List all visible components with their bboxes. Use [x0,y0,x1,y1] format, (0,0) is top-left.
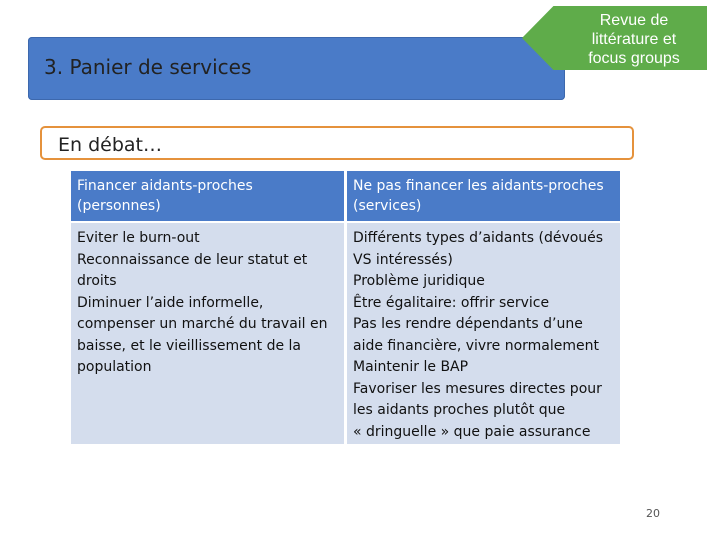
tag-line: focus groups [588,50,680,67]
table-line: Différents types d’aidants (dévoués [353,230,604,246]
table-line: Pas les rendre dépendants d’une [353,316,583,332]
header-financer [71,171,344,221]
slide-title: 3. Panier de services [44,55,252,79]
table-line: aide financière, vivre normalement [353,337,599,354]
header-line: Ne pas financer les aidants-proches [353,178,604,194]
table-line: Reconnaissance de leur statut et [77,251,308,268]
source-tag-text [572,11,696,68]
table-line: Maintenir le BAP [353,359,469,375]
header-line: (personnes) [77,198,161,214]
table-line: Favoriser les mesures directes pour [353,380,602,397]
table-line: Être égalitaire: offrir service [353,294,550,311]
table-line: Diminuer l’aide informelle, [77,294,264,311]
table-line: les aidants proches plutôt que [353,402,566,418]
header-line: (services) [353,198,422,214]
debate-label: En débat… [58,134,162,156]
table-line: Problème juridique [353,273,485,289]
tag-line: littérature et [591,31,677,48]
debate-table [71,171,620,444]
tag-line: Revue de [599,12,669,29]
table-line: compenser un marché du travail en [77,316,328,332]
page-number: 20 [646,507,660,520]
table-line: Eviter le burn-out [77,230,200,246]
table-line: « dringuelle » que paie assurance [353,423,591,440]
header-line: Financer aidants-proches [77,178,253,194]
table-line: VS intéressés) [353,251,453,268]
column-financer-body [71,223,344,444]
table-line: droits [77,273,117,289]
table-line: baisse, et le vieillissement de la [77,337,301,354]
column-ne-pas-financer-body [347,223,620,444]
header-ne-pas-financer [347,171,620,221]
table-line: population [77,359,152,375]
